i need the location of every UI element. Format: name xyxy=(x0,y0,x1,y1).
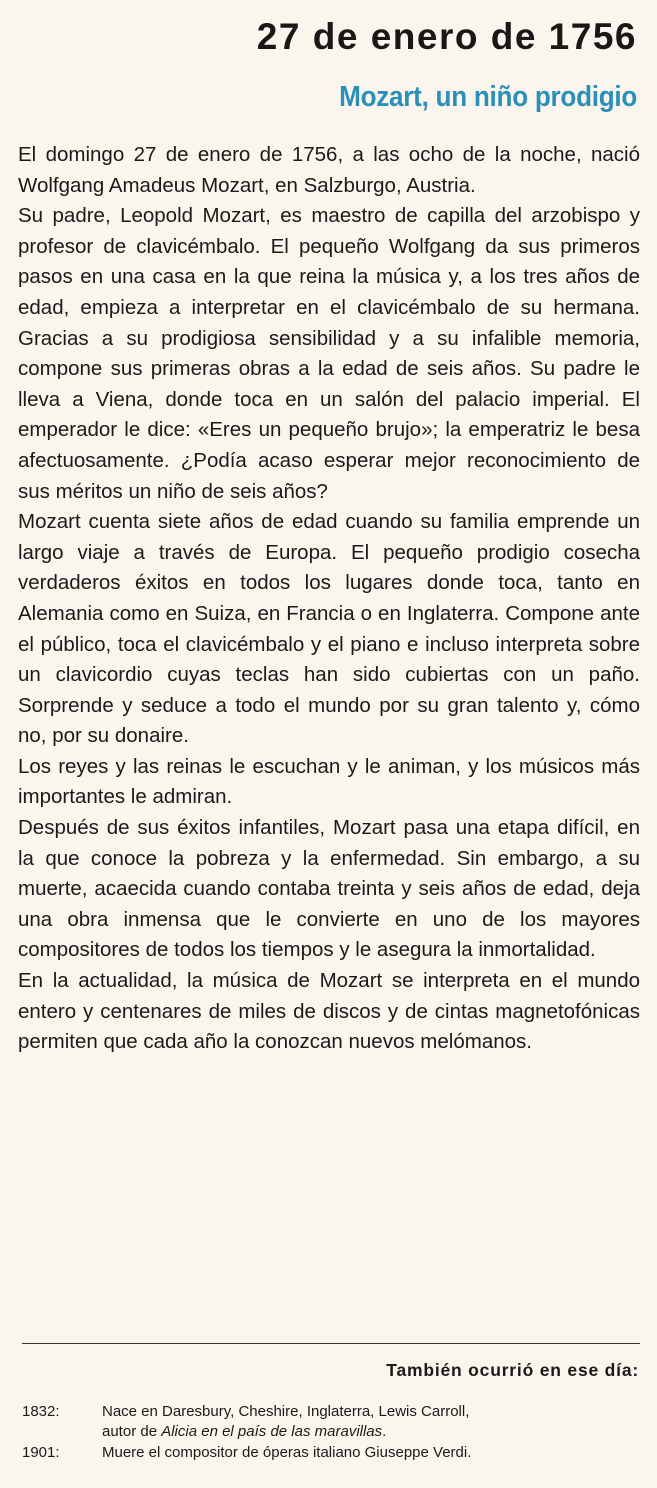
body-paragraph: Mozart cuenta siete años de edad cuando su familia emprende un largo viaje a través de Europa. El pequeño prodigio cosecha verdaderos éxitos en todos los lugares donde toca, tanto en Alemania como en Suiza, en Francia o en Inglaterra. Compone ante el público, toca el clavicémbalo y el piano e incluso interpreta sobre un clavicordio cuyas teclas han sido cubiertas con un paño. Sorprende y seduce a todo el mundo por su gran talento y, cómo no, por su donaire. xyxy=(18,510,640,748)
event-year: 1832: xyxy=(22,1403,60,1420)
body-paragraph: Los reyes y las reinas le escuchan y le animan, y los músicos más importantes le admiran. xyxy=(18,754,640,809)
event-text-suffix: . xyxy=(382,1422,387,1440)
event-text-line: Nace en Daresbury, Cheshire, Inglaterra, Lewis Carroll, xyxy=(102,1403,470,1420)
book-title: Alicia en el país de las maravillas xyxy=(161,1422,383,1440)
body-paragraph: El domingo 27 de enero de 1756, a las ocho de la noche, nació Wolfgang Amadeus Mozart, en Salzburgo, Austria. xyxy=(18,143,640,197)
events-list xyxy=(22,1402,640,1465)
event-text-line xyxy=(102,1422,640,1442)
section-divider xyxy=(22,1343,640,1344)
body-paragraph: Después de sus éxitos infantiles, Mozart pasa una etapa difícil, en la que conoce la pobreza y la enfermedad. Sin embargo, a su muerte, acaecida cuando contaba treinta y seis años de edad, deja una obra inmensa que le convierte en uno de los mayores compositores de todos los tiempos y le asegura la inmortalidad. xyxy=(18,816,640,962)
body-paragraph: Su padre, Leopold Mozart, es maestro de capilla del arzobispo y profesor de clavicémbalo. El pequeño Wolfgang da sus primeros pasos en una casa en la que reina la música y, a los tres años de edad, empieza a interpretar en el clavicémbalo de su hermana. Gracias a su prodigiosa sensibilidad y a su infalible memoria, compone sus primeras obras a la edad de seis años. Su padre le lleva a Viena, donde toca en un salón del palacio imperial. El emperador le dice: «Eres un pequeño brujo»; la emperatriz le besa afectuosamente. ¿Podía acaso esperar mejor reconocimiento de sus méritos un niño de seis años? xyxy=(18,204,640,503)
article-body xyxy=(18,140,640,1058)
also-happened-heading: También ocurrió en ese día: xyxy=(386,1360,639,1380)
event-item xyxy=(22,1402,640,1441)
event-text xyxy=(102,1402,640,1441)
event-text xyxy=(102,1443,640,1463)
date-heading: 27 de enero de 1756 xyxy=(256,16,637,57)
event-item xyxy=(22,1443,640,1463)
event-text-prefix: autor de xyxy=(102,1422,162,1440)
event-year: 1901: xyxy=(22,1444,60,1461)
event-text-line: Muere el compositor de óperas italiano Giuseppe Verdi. xyxy=(102,1444,472,1461)
article-subtitle: Mozart, un niño prodigio xyxy=(339,81,637,113)
body-paragraph: En la actualidad, la música de Mozart se interpreta en el mundo entero y centenares de miles de discos y de cintas magnetofónicas permiten que cada año la conozcan nuevos melómanos. xyxy=(18,969,640,1054)
